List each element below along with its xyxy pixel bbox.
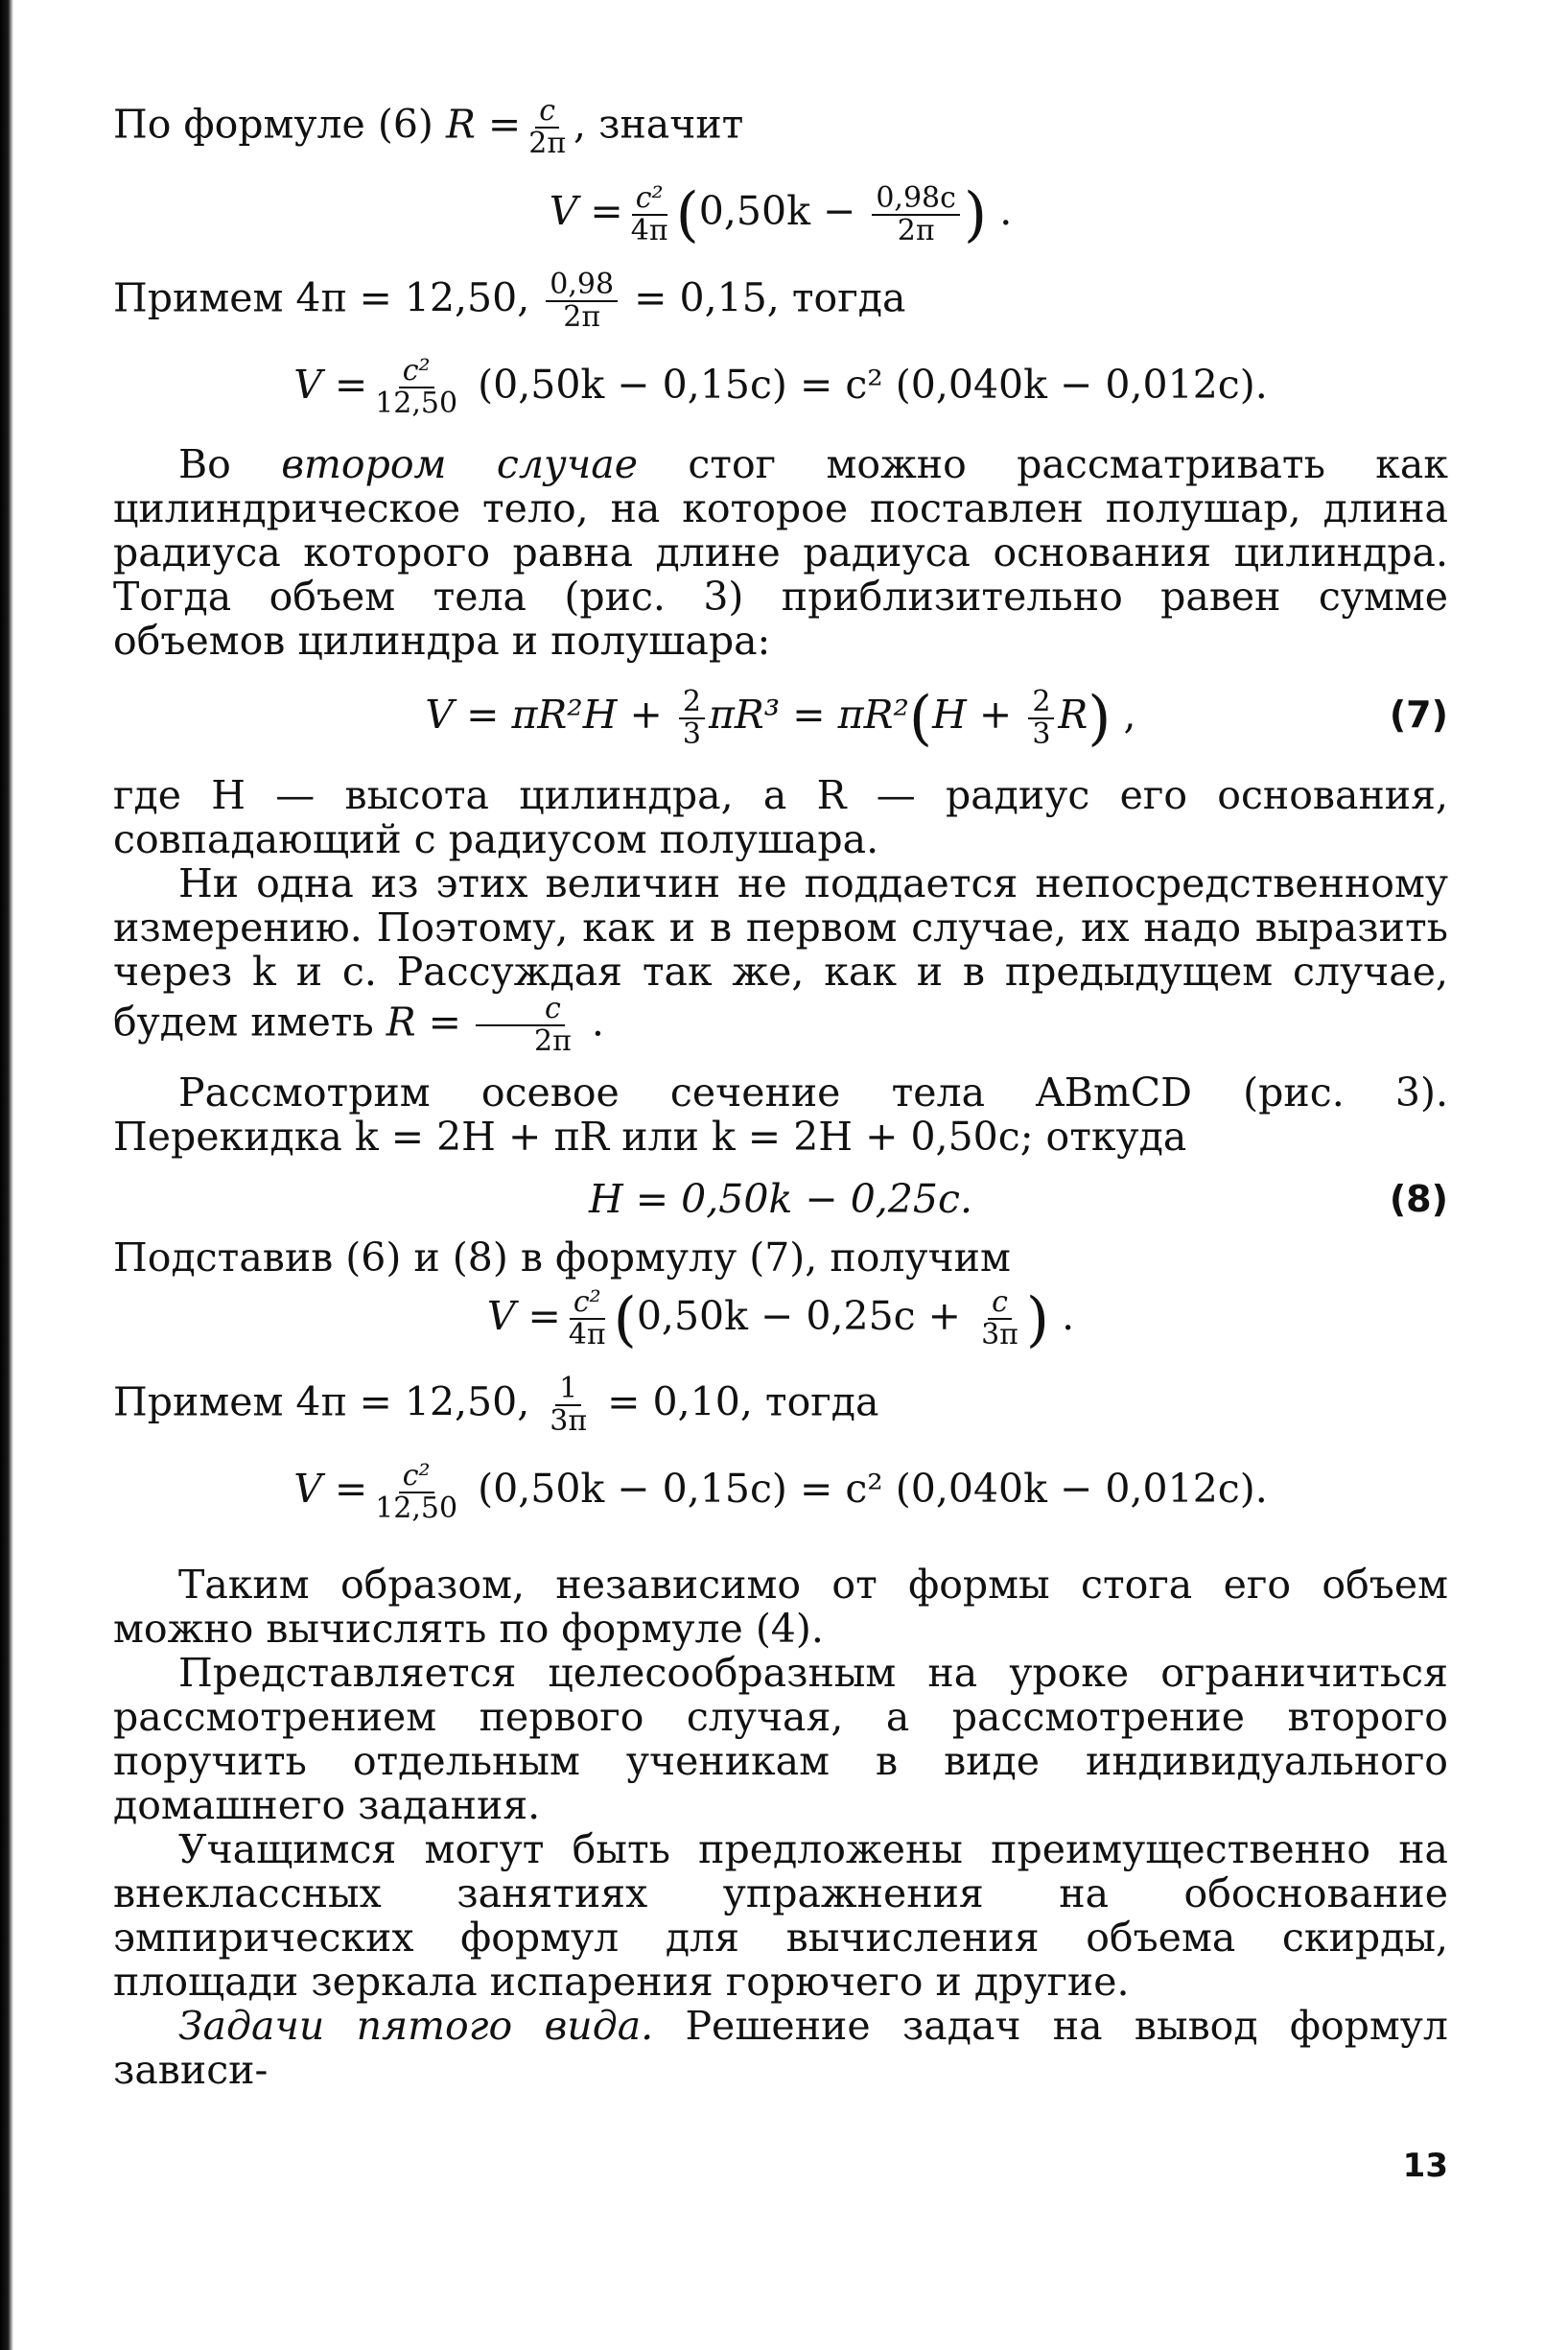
page-number: 13 (1402, 2147, 1448, 2185)
formula-1: V = $\frac{\text{c²}}{4\pi}$ (0,50k − $\frac{0,98c}{2\pi}$ ) . (549, 178, 1013, 249)
scan-edge (0, 0, 13, 2350)
paragraph-2: Примем 4π = 12,50, $\frac{0,98}{2\pi}$ = 0,15, тогда (113, 267, 906, 334)
paragraph-11: Учащимся могут быть предложены преимущественно на внеклассных занятиях упражнения на обоснование эмпирических формул для вычисления объема скирды, площади зеркала испарения горючего и другие. (113, 1825, 1448, 2005)
paragraph-4: где H — высота цилиндра, а R — радиус его основания, совпадающий с радиусом полушара. (113, 771, 1448, 862)
paragraph-8: Примем 4π = 12,50, $\frac{1}{3\pi}$ = 0,10, тогда (113, 1372, 879, 1438)
formula-4: H = 0,50k − 0,25c. (8) (113, 1168, 1448, 1230)
equation-number: (7) (1389, 693, 1448, 736)
paragraph-12: Задачи пятого вида. Решение задач на вывод формул зависи- (113, 2002, 1448, 2093)
page (113, 96, 1448, 2092)
paragraph-1: По формуле (6) R = $\frac{c}{2\pi}$ , значит (113, 94, 744, 160)
paragraph-9: Таким образом, независимо от формы стога его объем можно вычислять по формуле (4). (113, 1561, 1448, 1652)
formula-6: V = $\frac{\text{c²}}{12,50}$ (0,50k − 0,15c) = c² (0,040k − 0,012c). (293, 1458, 1268, 1525)
paragraph-5: Ни одна из этих величин не поддается непосредственному измерению. Поэтому, как и в первом случае, их надо выразить через k и c. Рассуждая так же, как и в предыдущем случае, будем иметь R = $\frac{c}{2\pi}$ . (113, 859, 1448, 1058)
fraction: $\frac{c}{2\pi}$ (528, 94, 567, 160)
paragraph-7: Подставив (6) и (8) в формулу (7), получим (113, 1234, 1011, 1281)
formula-5: V = $\frac{\text{c²}}{4\pi}$ (0,50k − 0,25c + $\frac{c}{3\pi}$ ) . (486, 1283, 1075, 1353)
paragraph-6: Рассмотрим осевое сечение тела ABmCD (рис. 3). Перекидка k = 2H + πR или k = 2H + 0,50c; откуда (113, 1069, 1448, 1160)
formula-2: V = $\frac{\text{c²}}{12,50}$ (0,50k − 0,15c) = c² (0,040k − 0,012c). (293, 354, 1268, 420)
paragraph-10: Представляется целесообразным на уроке ограничиться рассмотрением первого случая, а рассмотрение второго поручить отдельным ученикам в виде индивидуального домашнего задания. (113, 1649, 1448, 1828)
equation-number: (8) (1389, 1177, 1448, 1220)
formula-3: V = πR²H + $\frac{2}{3}$ πR³ = πR²(H + $\frac{2}{3}$ R) , (7) (425, 682, 1448, 753)
paragraph-3: Во втором случае стог можно рассматривать как цилиндрическое тело, на которое поставлен полушар, длина радиуса которого равна длине радиуса основания цилиндра. Тогда объем тела (рис. 3) приблизительно равен сумме объемов цилиндра и полушара: (113, 441, 1448, 664)
